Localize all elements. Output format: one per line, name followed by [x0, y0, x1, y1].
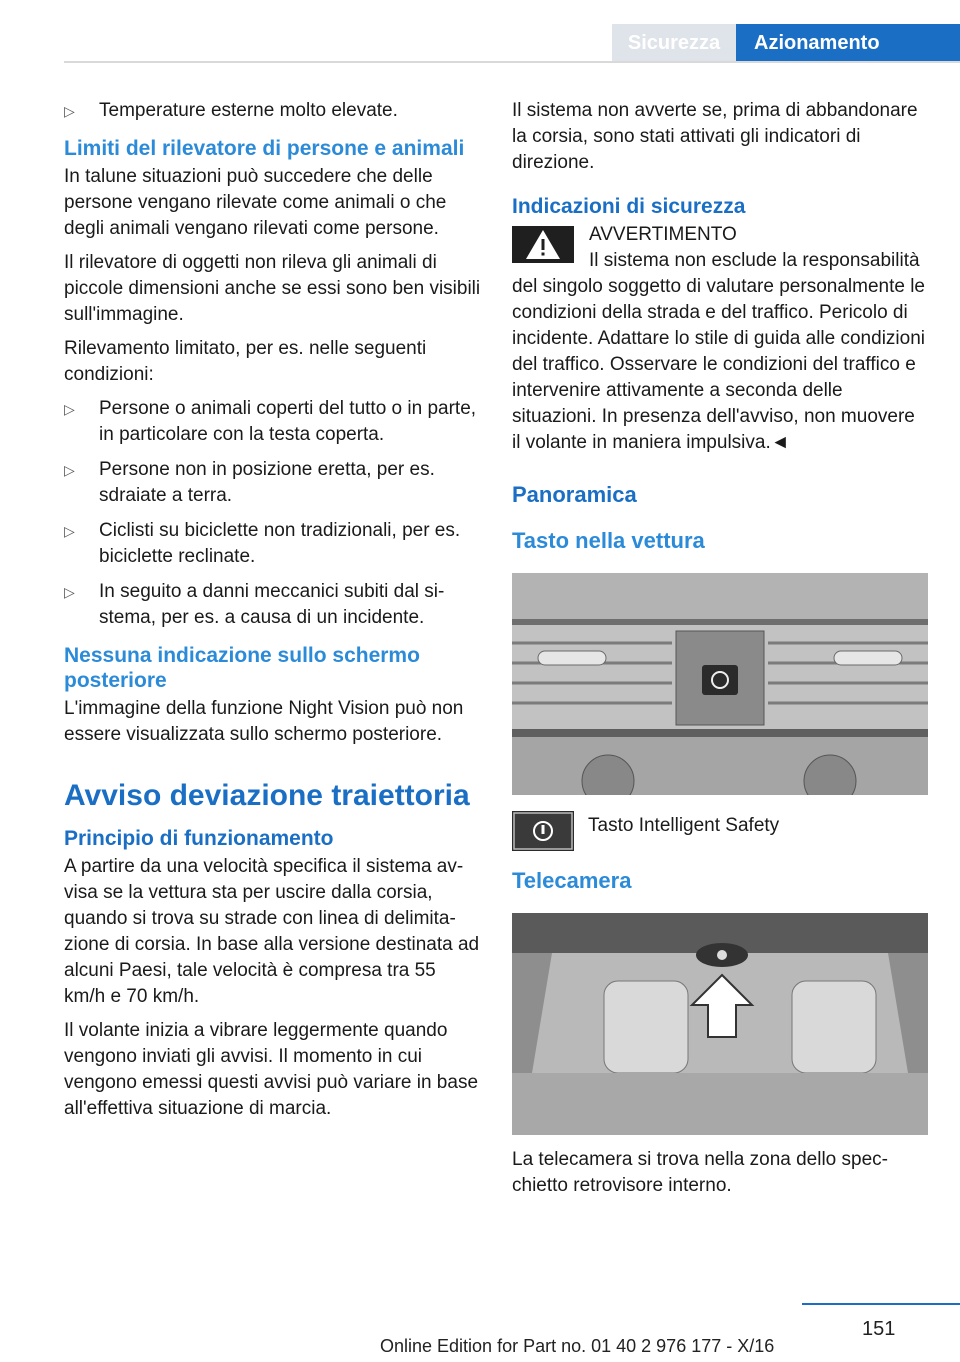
- section-heading-limiti: Limiti del rilevatore di persone e animali: [64, 137, 465, 160]
- paragraph: L'immagine della funzione Night Vision può non essere visualizzata sullo schermo posteriore.: [64, 698, 464, 745]
- paragraph: Rilevamento limitato, per es. nelle seguenti condizioni:: [64, 338, 427, 385]
- bullet-list-limiti: [64, 396, 482, 631]
- header-rule: [64, 61, 960, 63]
- triangle-right-icon: ▷: [64, 462, 75, 478]
- warning-block: [512, 222, 928, 456]
- windshield-camera-photo: [512, 913, 928, 1135]
- list-item: ▷ In seguito a danni meccanici subiti dal sistema, per es. a causa di un incidente.: [64, 581, 445, 628]
- intelligent-safety-key-icon: [512, 811, 574, 851]
- section-heading-indicazioni: Indicazioni di sicurezza: [512, 195, 746, 218]
- right-column: [512, 98, 928, 1207]
- warning-triangle-icon: [512, 226, 574, 263]
- header-chapter-tab[interactable]: Azionamento: [736, 24, 960, 62]
- paragraph: In talune situazioni può succedere che delle persone vengano rilevate come animali o che degli animali vengano rilevati come persone.: [64, 166, 447, 239]
- list-item: ▷ Persone non in posizione eretta, per es. sdraiate a terra.: [64, 459, 435, 506]
- chapter-heading-avviso: Avviso deviazione traiettoria: [64, 779, 470, 812]
- paragraph: Il volante inizia a vibrare leggermente quando vengono inviati gli avvisi. Il momento in cui vengono emessi questi avvisi può variare in base all'effettiva situazione di marcia.: [64, 1020, 479, 1119]
- subsection-heading-telecamera: Telecamera: [512, 868, 632, 893]
- triangle-right-icon: ▷: [64, 523, 75, 539]
- key-caption-row: [512, 811, 928, 851]
- subsection-heading-tasto: Tasto nella vettura: [512, 528, 705, 553]
- warning-text: Il sistema non esclude la responsabilità del singolo soggetto di valutare personalmente le condizioni della strada e del traffico. Pericolo di incidente. Adattare lo stile di guida alle condizioni del traffico. Osservare le condizioni del traffico e intervenire attivamente a seconda delle situazioni. In presenza dell'avviso, non muovere il volante in maniera impulsiva.◄: [512, 250, 925, 453]
- triangle-right-icon: ▷: [64, 401, 75, 417]
- section-heading-nessuna: Nessuna indicazione sullo schermo posteriore: [64, 644, 420, 692]
- list-item: ▷ Temperature esterne molto elevate.: [64, 98, 482, 124]
- bullet-list-top: [64, 98, 482, 124]
- footer-rule: [802, 1303, 960, 1305]
- list-item: ▷ Ciclisti su biciclette non tradizionali, per es. biciclette reclinate.: [64, 520, 461, 567]
- paragraph: La telecamera si trova nella zona dello specchietto retrovisore interno.: [512, 1149, 888, 1196]
- paragraph: Il sistema non avverte se, prima di abbandonare la corsia, sono stati attivati gli indicatori di direzione.: [512, 100, 918, 173]
- edition-note: Online Edition for Part no. 01 40 2 976 177 - X/16: [380, 1336, 775, 1356]
- left-column: [64, 98, 482, 1130]
- list-item: ▷ Persone o animali coperti del tutto o in parte, in particolare con la testa coperta.: [64, 398, 477, 445]
- page-number: 151: [862, 1318, 896, 1340]
- key-caption: Tasto Intelligent Safety: [588, 815, 780, 836]
- section-heading-panoramica: Panoramica: [512, 482, 637, 507]
- warning-label: AVVERTIMENTO: [589, 224, 737, 245]
- triangle-right-icon: ▷: [64, 584, 75, 600]
- paragraph: Il rilevatore di oggetti non rileva gli animali di piccole dimensioni anche se essi sono ben visibili sull'immagine.: [64, 252, 481, 325]
- paragraph: A partire da una velocità specifica il sistema avvisa se la vettura sta per uscire dalla corsia, quando si trova su strade con linea di delimitazione di corsia. In base alla versione destinata ad alcuni Paesi, tale velocità è compresa tra 55 km/h e 70 km/h.: [64, 856, 480, 1007]
- dashboard-button-photo: [512, 573, 928, 795]
- section-heading-principio: Principio di funzionamento: [64, 827, 334, 850]
- triangle-right-icon: ▷: [64, 103, 75, 119]
- header-section-tab[interactable]: Sicurezza: [612, 24, 736, 62]
